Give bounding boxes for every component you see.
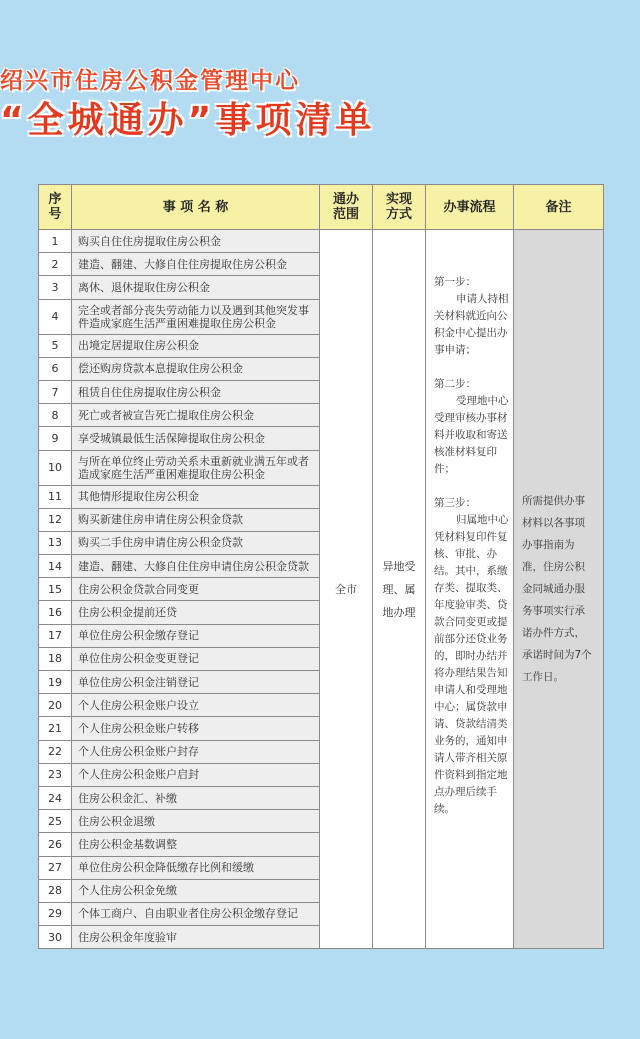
step-3-title: 第三步： bbox=[434, 497, 476, 509]
row-num: 18 bbox=[39, 647, 72, 670]
process-cell bbox=[426, 230, 514, 949]
row-num: 25 bbox=[39, 810, 72, 833]
row-name: 租赁自住住房提取住房公积金 bbox=[72, 380, 320, 403]
row-name: 购买二手住房申请住房公积金贷款 bbox=[72, 531, 320, 554]
row-num: 13 bbox=[39, 531, 72, 554]
row-name: 住房公积金贷款合同变更 bbox=[72, 578, 320, 601]
row-name: 个人住房公积金账户设立 bbox=[72, 694, 320, 717]
row-num: 15 bbox=[39, 578, 72, 601]
row-name: 个体工商户、自由职业者住房公积金缴存登记 bbox=[72, 902, 320, 925]
page-title: 绍兴市住房公积金管理中心 bbox=[0, 68, 300, 94]
row-num: 9 bbox=[39, 427, 72, 450]
row-num: 4 bbox=[39, 299, 72, 334]
row-name: 住房公积金汇、补缴 bbox=[72, 786, 320, 809]
row-name: 单位住房公积金变更登记 bbox=[72, 647, 320, 670]
row-name: 住房公积金基数调整 bbox=[72, 833, 320, 856]
row-name: 住房公积金年度验审 bbox=[72, 926, 320, 949]
row-name: 建造、翻建、大修自住住房申请住房公积金贷款 bbox=[72, 555, 320, 578]
process-step-2 bbox=[434, 376, 509, 478]
row-num: 28 bbox=[39, 879, 72, 902]
process-step-3 bbox=[434, 495, 509, 818]
header-method: 实现方式 bbox=[373, 185, 426, 230]
row-name: 建造、翻建、大修自住住房提取住房公积金 bbox=[72, 253, 320, 276]
row-name: 离休、退休提取住房公积金 bbox=[72, 276, 320, 299]
row-num: 21 bbox=[39, 717, 72, 740]
row-num: 2 bbox=[39, 253, 72, 276]
header-note: 备注 bbox=[514, 185, 604, 230]
row-num: 6 bbox=[39, 357, 72, 380]
row-num: 16 bbox=[39, 601, 72, 624]
step-3-text: 归属地中心凭材料复印件复核、审批、办结。其中，系缴存类、提取类、年度验审类、贷款合同变更或提前部分还贷业务的，即时办结并将办理结果告知申请人和受理地中心；属贷款申请、贷款结清类业务的，通知申请人带齐相关原件资料到指定地点办理后续手续。 bbox=[434, 514, 509, 815]
row-num: 23 bbox=[39, 763, 72, 786]
row-name: 单位住房公积金降低缴存比例和缓缴 bbox=[72, 856, 320, 879]
row-num: 12 bbox=[39, 508, 72, 531]
row-name: 完全或者部分丧失劳动能力以及遇到其他突发事件造成家庭生活严重困难提取住房公积金 bbox=[72, 299, 320, 334]
row-name: 住房公积金提前还贷 bbox=[72, 601, 320, 624]
row-name: 个人住房公积金账户封存 bbox=[72, 740, 320, 763]
row-num: 17 bbox=[39, 624, 72, 647]
row-num: 10 bbox=[39, 450, 72, 485]
row-num: 30 bbox=[39, 926, 72, 949]
row-num: 29 bbox=[39, 902, 72, 925]
step-1-title: 第一步： bbox=[434, 276, 476, 288]
row-name: 购买自住住房提取住房公积金 bbox=[72, 230, 320, 253]
row-name: 个人住房公积金账户启封 bbox=[72, 763, 320, 786]
step-2-text: 受理地中心受理审核办事材料并收取和寄送核准材料复印件； bbox=[434, 395, 509, 475]
row-num: 20 bbox=[39, 694, 72, 717]
step-2-title: 第二步： bbox=[434, 378, 476, 390]
table-row bbox=[39, 230, 604, 253]
items-table bbox=[38, 184, 604, 949]
method-cell: 异地受理、属地办理 bbox=[373, 230, 426, 949]
row-num: 5 bbox=[39, 334, 72, 357]
row-name: 个人住房公积金账户转移 bbox=[72, 717, 320, 740]
page-subtitle: “全城通办”事项清单 bbox=[0, 100, 376, 141]
note-cell: 所需提供办事材料以各事项办事指南为准，住房公积金同城通办服务事项实行承诺办件方式，承诺时间为7个工作日。 bbox=[514, 230, 604, 949]
row-num: 11 bbox=[39, 485, 72, 508]
row-num: 22 bbox=[39, 740, 72, 763]
row-name: 个人住房公积金免缴 bbox=[72, 879, 320, 902]
row-name: 其他情形提取住房公积金 bbox=[72, 485, 320, 508]
scope-cell: 全市 bbox=[320, 230, 373, 949]
row-name: 单位住房公积金缴存登记 bbox=[72, 624, 320, 647]
row-num: 7 bbox=[39, 380, 72, 403]
row-num: 26 bbox=[39, 833, 72, 856]
row-num: 19 bbox=[39, 671, 72, 694]
row-num: 24 bbox=[39, 786, 72, 809]
row-name: 购买新建住房申请住房公积金贷款 bbox=[72, 508, 320, 531]
row-num: 3 bbox=[39, 276, 72, 299]
row-name: 单位住房公积金注销登记 bbox=[72, 671, 320, 694]
row-name: 与所在单位终止劳动关系未重新就业满五年或者造成家庭生活严重困难提取住房公积金 bbox=[72, 450, 320, 485]
row-name: 死亡或者被宣告死亡提取住房公积金 bbox=[72, 404, 320, 427]
header-process: 办事流程 bbox=[426, 185, 514, 230]
row-name: 出境定居提取住房公积金 bbox=[72, 334, 320, 357]
row-name: 住房公积金退缴 bbox=[72, 810, 320, 833]
row-name: 享受城镇最低生活保障提取住房公积金 bbox=[72, 427, 320, 450]
row-num: 14 bbox=[39, 555, 72, 578]
row-num: 27 bbox=[39, 856, 72, 879]
row-num: 8 bbox=[39, 404, 72, 427]
header-num: 序号 bbox=[39, 185, 72, 230]
header-scope: 通办范围 bbox=[320, 185, 373, 230]
process-step-1 bbox=[434, 274, 509, 359]
header-name: 事 项 名 称 bbox=[72, 185, 320, 230]
row-num: 1 bbox=[39, 230, 72, 253]
row-name: 偿还购房贷款本息提取住房公积金 bbox=[72, 357, 320, 380]
step-1-text: 申请人持相关材料就近向公积金中心提出办事申请； bbox=[434, 293, 509, 356]
